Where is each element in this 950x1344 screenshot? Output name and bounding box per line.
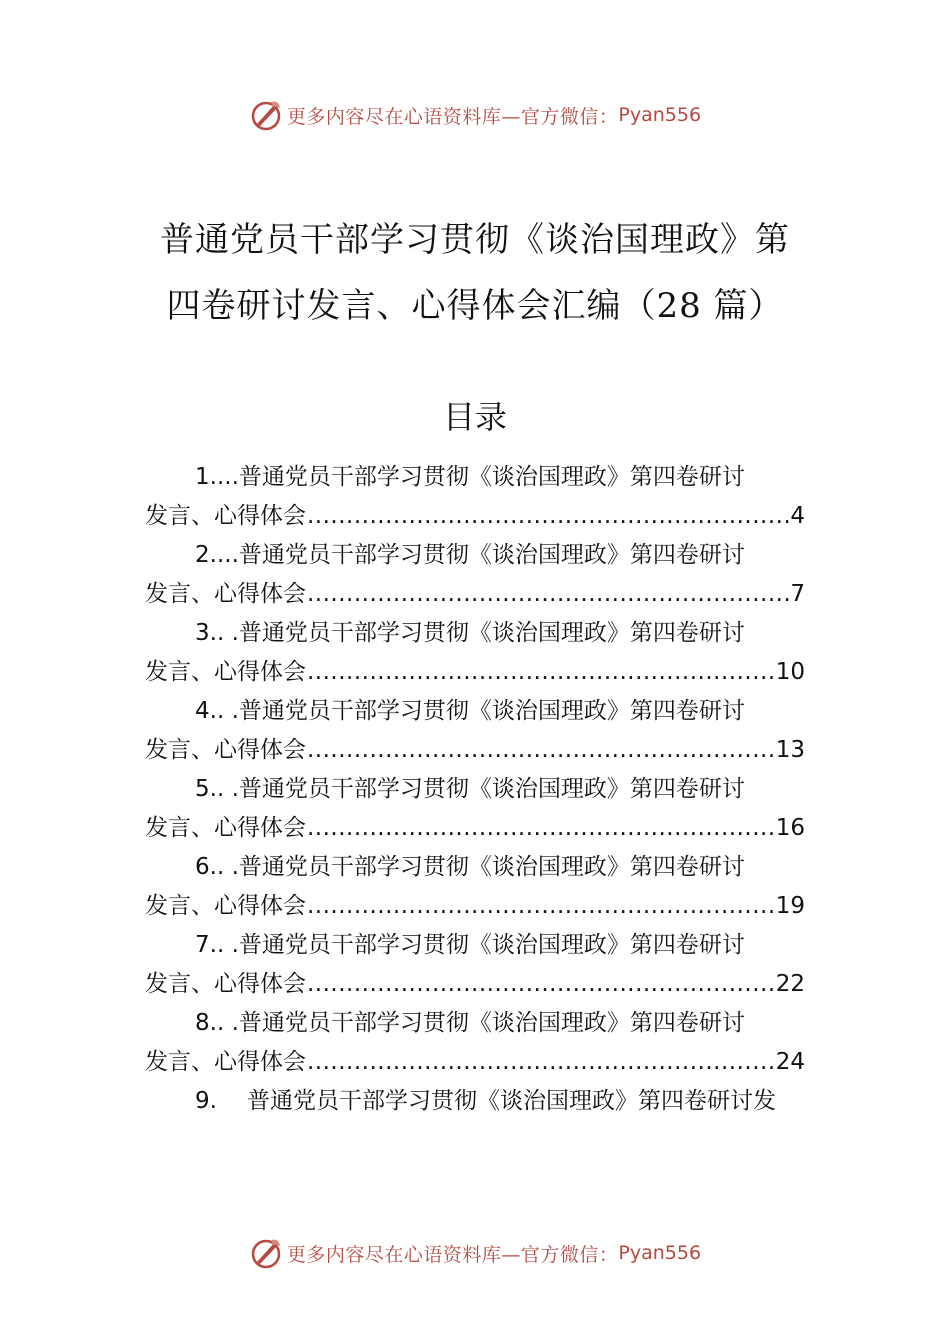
table-of-contents xyxy=(145,458,805,1121)
toc-entry[interactable] xyxy=(145,614,805,692)
quill-logo-icon xyxy=(249,1236,283,1270)
toc-heading: 目录 xyxy=(442,398,507,436)
footer-banner xyxy=(0,1233,950,1273)
toc-entry-title-cont: 发言、心得体会 xyxy=(145,1049,306,1075)
toc-entry-number: 8.. . xyxy=(195,1010,239,1036)
toc-entry[interactable] xyxy=(145,848,805,926)
toc-entry-title: 普通党员干部学习贯彻《谈治国理政》第四卷研讨 xyxy=(238,542,745,568)
toc-entry-number: 4.. . xyxy=(195,698,239,724)
toc-entry-number: 2.... xyxy=(195,542,239,568)
document-title-line2: 四卷研讨发言、心得体会汇编（28 篇） xyxy=(166,286,784,326)
toc-leader-dots xyxy=(307,887,775,926)
toc-entry-page: 16 xyxy=(775,815,805,841)
toc-entry-title-cont: 发言、心得体会 xyxy=(145,737,306,763)
toc-leader-dots xyxy=(307,575,789,614)
toc-leader-dots xyxy=(307,809,775,848)
header-banner xyxy=(0,95,950,135)
toc-leader-dots xyxy=(307,497,789,536)
toc-entry-title: 普通党员干部学习贯彻《谈治国理政》第四卷研讨 xyxy=(238,776,745,802)
toc-entry-number: 6.. . xyxy=(195,854,239,880)
toc-entry-title: 普通党员干部学习贯彻《谈治国理政》第四卷研讨 xyxy=(238,854,745,880)
toc-leader-dots xyxy=(307,1043,775,1082)
banner-wechat-id: Pyan556 xyxy=(618,104,702,126)
toc-leader-dots xyxy=(307,965,775,1004)
toc-leader-dots xyxy=(307,731,775,770)
banner-text: 更多内容尽在心语资料库—官方微信： xyxy=(286,1243,619,1266)
quill-logo-icon xyxy=(249,98,283,132)
toc-entry-title-cont: 发言、心得体会 xyxy=(145,893,306,919)
document-title-line1: 普通党员干部学习贯彻《谈治国理政》第 xyxy=(160,220,790,260)
banner-text: 更多内容尽在心语资料库—官方微信： xyxy=(286,105,619,128)
toc-entry-page: 10 xyxy=(775,659,805,685)
toc-entry[interactable] xyxy=(145,692,805,770)
toc-entry-title: 普通党员干部学习贯彻《谈治国理政》第四卷研讨 xyxy=(238,932,745,958)
toc-entry-title: 普通党员干部学习贯彻《谈治国理政》第四卷研讨 xyxy=(238,698,745,724)
toc-entry[interactable] xyxy=(145,458,805,536)
toc-entry[interactable] xyxy=(145,926,805,1004)
toc-entry-title: 普通党员干部学习贯彻《谈治国理政》第四卷研讨 xyxy=(238,620,745,646)
toc-entry-number: 5.. . xyxy=(195,776,239,802)
toc-entry-page: 7 xyxy=(790,581,805,607)
toc-entry-title-cont: 发言、心得体会 xyxy=(145,581,306,607)
toc-entry-title-cont: 发言、心得体会 xyxy=(145,815,306,841)
toc-entry[interactable] xyxy=(145,1082,805,1121)
toc-leader-dots xyxy=(307,653,775,692)
toc-entry-number: 9. xyxy=(195,1088,217,1114)
toc-entry-page: 19 xyxy=(775,893,805,919)
toc-entry-page: 4 xyxy=(790,503,805,529)
toc-entry-title: 普通党员干部学习贯彻《谈治国理政》第四卷研讨 xyxy=(238,464,745,490)
toc-entry-number: 7.. . xyxy=(195,932,239,958)
toc-entry-page: 22 xyxy=(775,971,805,997)
toc-entry-title-cont: 发言、心得体会 xyxy=(145,503,306,529)
toc-entry-title: 普通党员干部学习贯彻《谈治国理政》第四卷研讨发 xyxy=(247,1088,776,1114)
toc-entry-title-cont: 发言、心得体会 xyxy=(145,659,306,685)
toc-entry-number: 3.. . xyxy=(195,620,239,646)
toc-entry[interactable] xyxy=(145,770,805,848)
toc-entry-page: 13 xyxy=(775,737,805,763)
toc-entry-number: 1.... xyxy=(195,464,239,490)
toc-entry-title: 普通党员干部学习贯彻《谈治国理政》第四卷研讨 xyxy=(238,1010,745,1036)
banner-wechat-id: Pyan556 xyxy=(618,1242,702,1264)
toc-entry-page: 24 xyxy=(775,1049,805,1075)
toc-entry[interactable] xyxy=(145,1004,805,1082)
toc-entry[interactable] xyxy=(145,536,805,614)
toc-entry-title-cont: 发言、心得体会 xyxy=(145,971,306,997)
